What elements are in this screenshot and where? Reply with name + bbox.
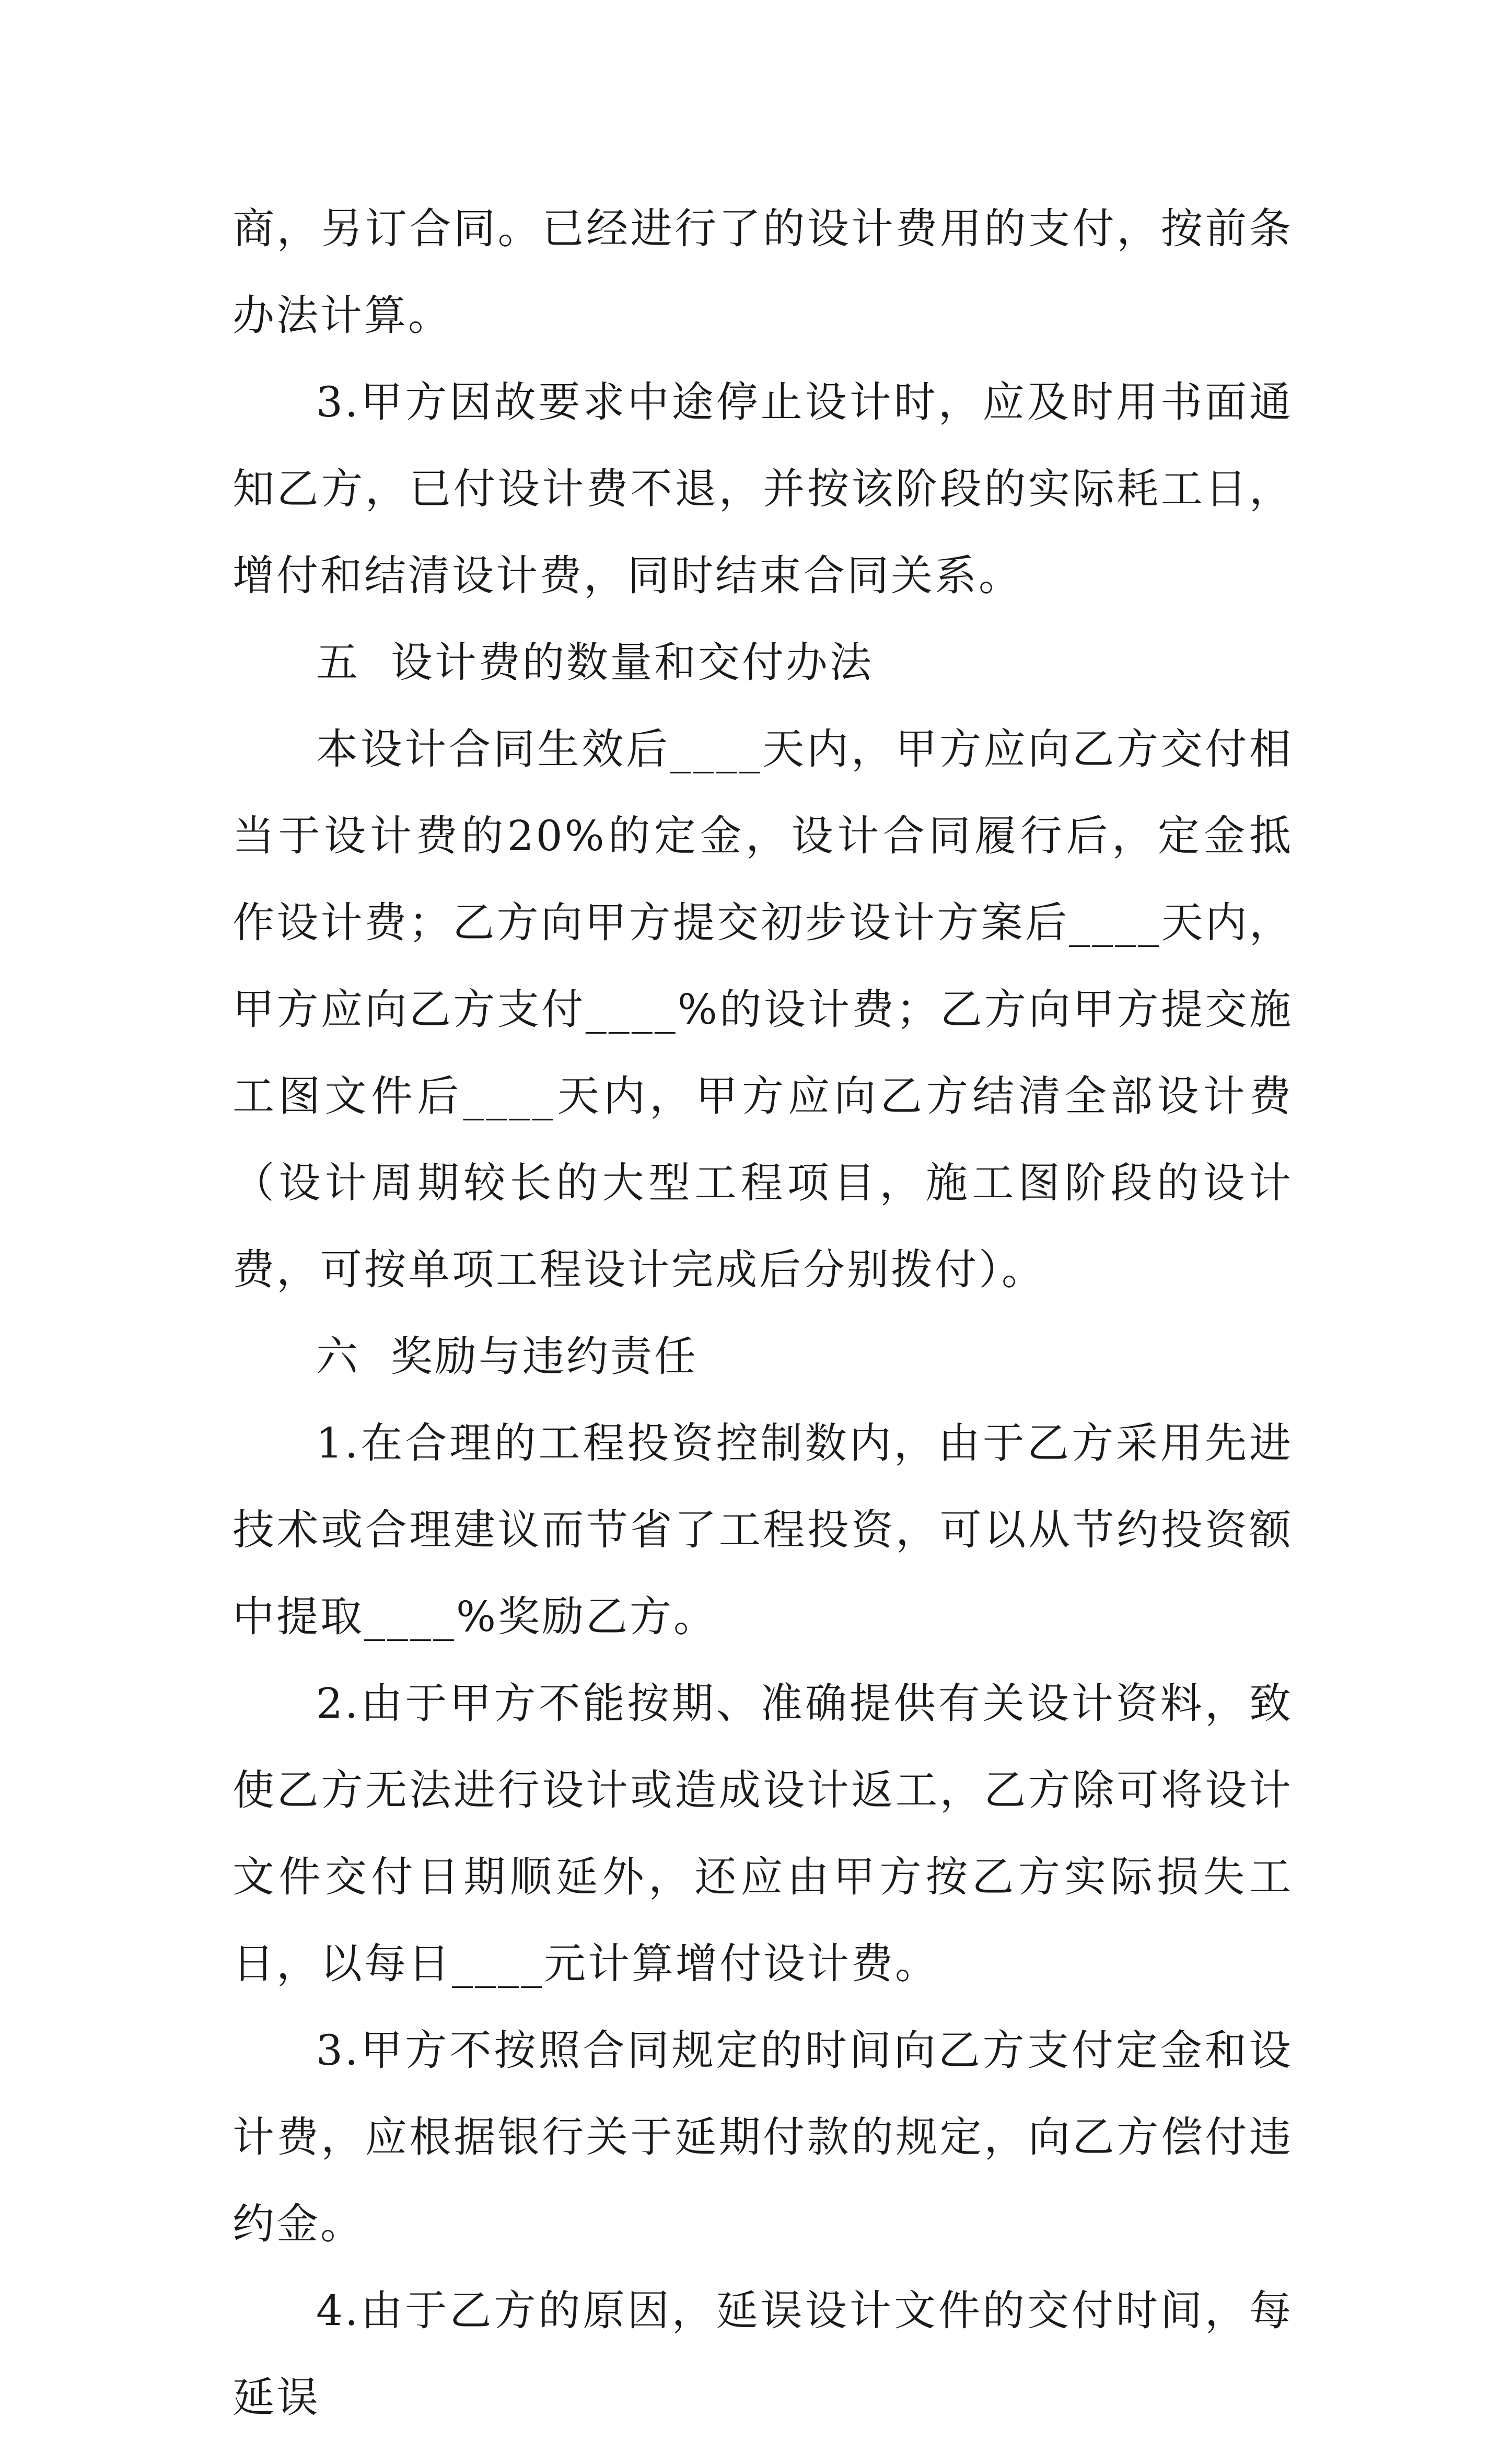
paragraph-continuation: 商，另订合同。已经进行了的设计费用的支付，按前条办法计算。 xyxy=(232,204,1293,340)
section-heading-six: 六 奖励与违约责任 xyxy=(316,1332,698,1381)
document-body xyxy=(232,186,1293,2441)
paragraph-clause-3-late-payment: 3.甲方不按照合同规定的时间向乙方支付定金和设计费，应根据银行关于延期付款的规定，向乙方偿付违约金。 xyxy=(232,2026,1293,2248)
paragraph-clause-2-delay-materials: 2.由于甲方不能按期、准确提供有关设计资料，致使乙方无法进行设计或造成设计返工，乙方除可将设计文件交付日期顺延外，还应由甲方按乙方实际损失工日，以每日____元计算增付设计费。 xyxy=(232,1679,1293,1988)
paragraph-clause-4-delivery-delay: 4.由于乙方的原因，延误设计文件的交付时间，每延误 xyxy=(232,2286,1293,2422)
paragraph-clause-1-reward: 1.在合理的工程投资控制数内，由于乙方采用先进技术或合理建议而节省了工程投资，可以从节约投资额中提取____%奖励乙方。 xyxy=(232,1419,1293,1641)
section-heading-five: 五 设计费的数量和交付办法 xyxy=(316,638,874,687)
paragraph-payment-method: 本设计合同生效后____天内，甲方应向乙方交付相当于设计费的20%的定金，设计合同履行后，定金抵作设计费；乙方向甲方提交初步设计方案后____天内，甲方应向乙方支付____%的设计费；乙方向甲方提交施工图文件后____天内，甲方应向乙方结清全部设计费（设计周期较长的大型工程项目，施工图阶段的设计费，可按单项工程设计完成后分别拨付）。 xyxy=(232,725,1293,1294)
paragraph-clause-3-stop-design: 3.甲方因故要求中途停止设计时，应及时用书面通知乙方，已付设计费不退，并按该阶段的实际耗工日，增付和结清设计费，同时结束合同关系。 xyxy=(232,378,1293,600)
